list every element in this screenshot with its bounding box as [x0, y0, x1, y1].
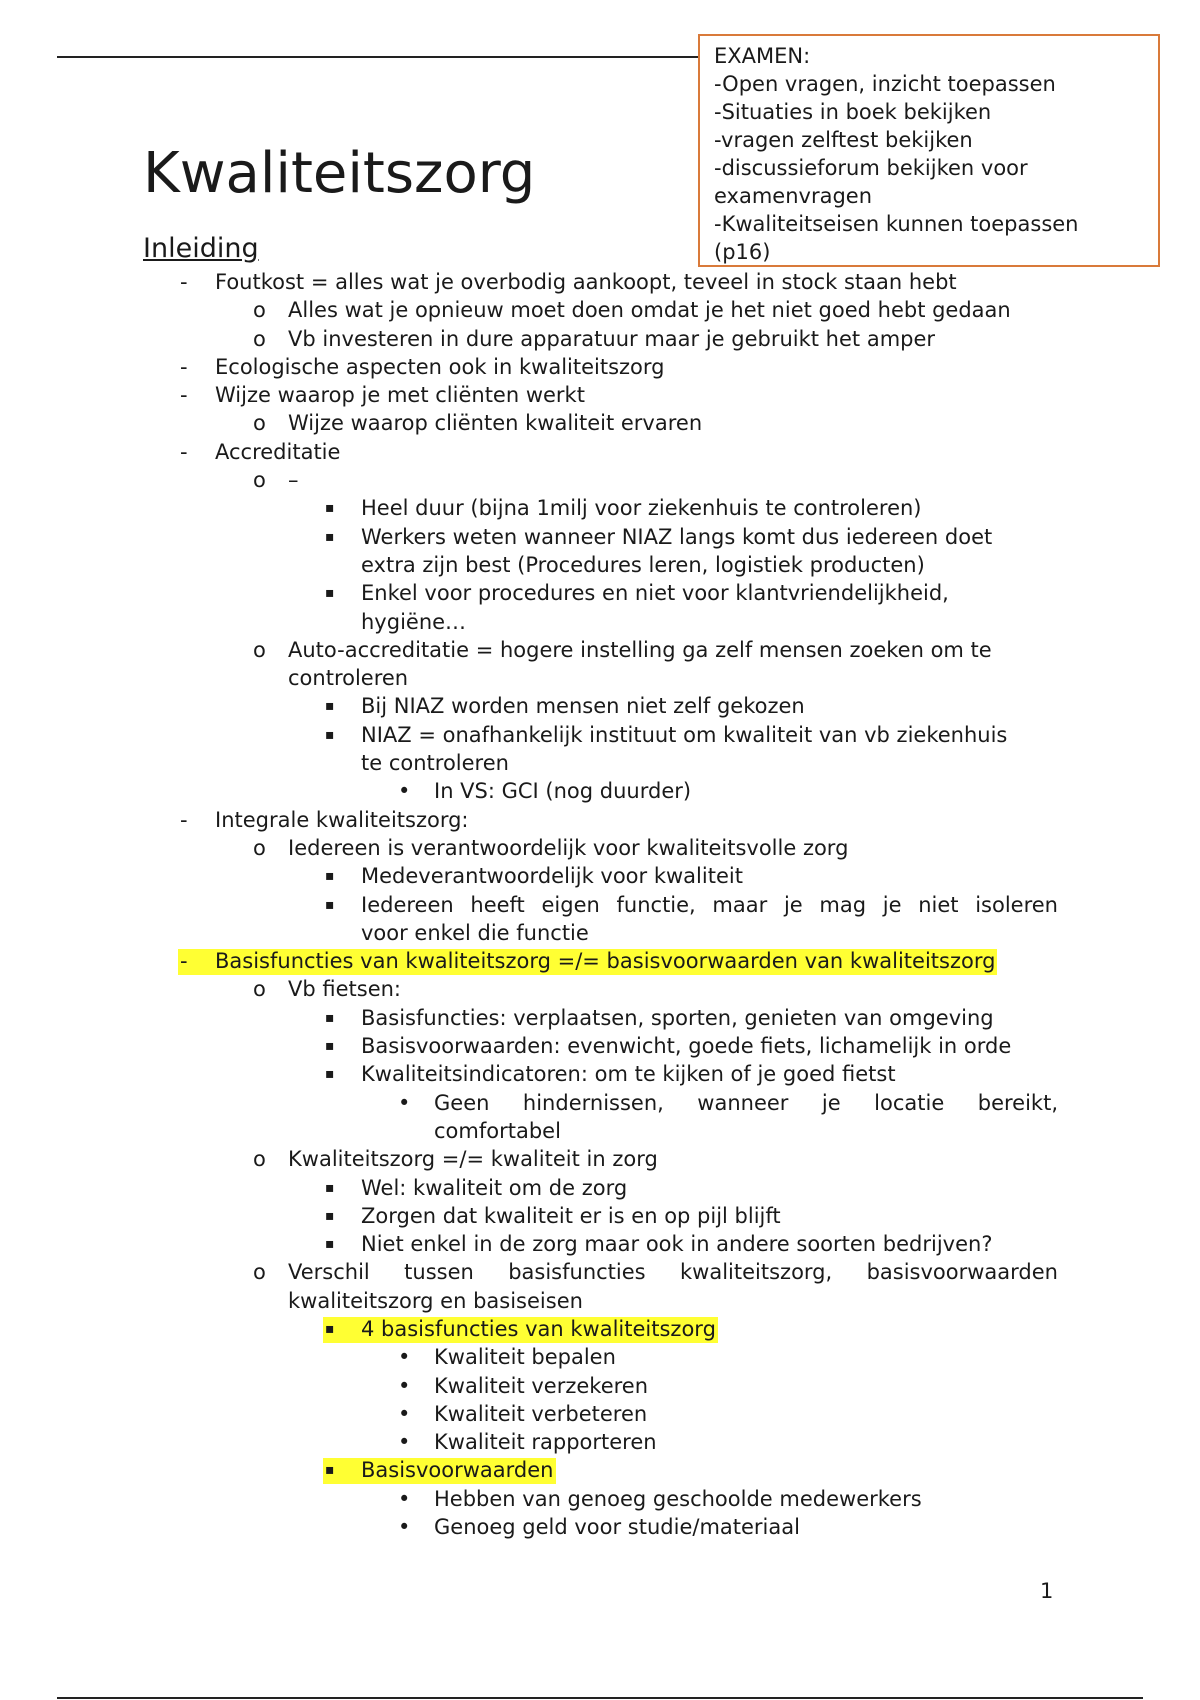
outline-text: Wijze waarop cliënten kwaliteit ervaren	[288, 411, 703, 436]
outline-text: comfortabel	[434, 1118, 561, 1143]
outline-text: Wel: kwaliteit om de zorg	[361, 1175, 628, 1200]
outline-line	[0, 862, 1200, 890]
outline-line	[0, 523, 1200, 551]
bullet-marker: -	[180, 807, 188, 832]
bullet-marker: o	[253, 326, 266, 351]
outline-text: Enkel voor procedures en niet voor klantvriendelijkheid,	[361, 581, 949, 606]
bullet-marker: o	[253, 411, 266, 436]
outline-text: te controleren	[361, 751, 509, 776]
outline-line	[0, 1456, 1200, 1484]
outline-text: Verschil tussen basisfuncties kwaliteitszorg, basisvoorwaarden	[288, 1260, 1058, 1285]
outline-line	[0, 579, 1200, 607]
outline-line	[0, 325, 1200, 353]
bullet-marker: ▪	[325, 528, 335, 545]
outline-text: NIAZ = onafhankelijk instituut om kwaliteit van vb ziekenhuis	[361, 722, 1008, 747]
outline-text: Wijze waarop je met cliënten werkt	[215, 383, 585, 408]
footer-rule	[57, 1697, 1143, 1699]
outline-text: Basisvoorwaarden	[361, 1458, 554, 1483]
bullet-marker: o	[253, 1260, 266, 1285]
outline-line	[0, 1174, 1200, 1202]
outline-line	[0, 1230, 1200, 1258]
outline-line	[0, 1089, 1200, 1117]
outline-text: Genoeg geld voor studie/materiaal	[434, 1515, 800, 1540]
outline-text: Kwaliteit verzekeren	[434, 1373, 649, 1398]
outline-text: Zorgen dat kwaliteit er is en op pijl blijft	[361, 1203, 781, 1228]
bullet-marker: •	[398, 1515, 411, 1540]
outline-text: Kwaliteit verbeteren	[434, 1401, 648, 1426]
header-rule	[57, 56, 700, 58]
bullet-marker: ▪	[325, 1066, 335, 1083]
outline-text: extra zijn best (Procedures leren, logistiek producten)	[361, 552, 925, 577]
outline-line	[0, 494, 1200, 522]
outline-line	[0, 1060, 1200, 1088]
outline-text: –	[288, 468, 299, 493]
bullet-marker: -	[180, 383, 188, 408]
bullet-marker: o	[253, 1147, 266, 1172]
outline-line	[0, 806, 1200, 834]
outline-line	[0, 919, 1200, 947]
outline-text: Foutkost = alles wat je overbodig aankoopt, teveel in stock staan hebt	[215, 270, 957, 294]
outline-line	[0, 891, 1200, 919]
outline-text: Iedereen is verantwoordelijk voor kwaliteitsvolle zorg	[288, 835, 849, 860]
outline-text: Werkers weten wanneer NIAZ langs komt dus iedereen doet	[361, 524, 993, 549]
outline-line	[0, 721, 1200, 749]
outline-line	[0, 1117, 1200, 1145]
outline-text: Vb fietsen:	[288, 977, 401, 1002]
outline-line	[0, 1032, 1200, 1060]
bullet-marker: ▪	[325, 868, 335, 885]
bullet-marker: •	[398, 1401, 411, 1426]
outline-line	[0, 664, 1200, 692]
bullet-marker: ▪	[325, 1179, 335, 1196]
bullet-marker: ▪	[325, 1038, 335, 1055]
outline-text: Ecologische aspecten ook in kwaliteitszorg	[215, 354, 665, 379]
bullet-marker: o	[253, 977, 266, 1002]
outline-line	[0, 1004, 1200, 1032]
bullet-marker: •	[398, 1430, 411, 1455]
document-title: Kwaliteitszorg	[143, 141, 536, 206]
exam-note-line: -discussieforum bekijken voor	[714, 156, 1028, 180]
exam-note-line: -Situaties in boek bekijken	[714, 100, 992, 124]
outline-text: Hebben van genoeg geschoolde medewerkers	[434, 1486, 922, 1511]
bullet-marker: ▪	[325, 698, 335, 715]
outline-list	[0, 268, 1200, 1541]
exam-notes-box	[698, 34, 1160, 267]
outline-text: 4 basisfuncties van kwaliteitszorg	[361, 1316, 716, 1341]
outline-line	[0, 692, 1200, 720]
outline-text: hygiëne…	[361, 609, 467, 634]
outline-line	[0, 296, 1200, 324]
bullet-marker: ▪	[325, 726, 335, 743]
outline-line	[0, 353, 1200, 381]
outline-text: Basisvoorwaarden: evenwicht, goede fiets, lichamelijk in orde	[361, 1034, 1012, 1059]
outline-line	[0, 1202, 1200, 1230]
bullet-marker: ▪	[325, 1207, 335, 1224]
bullet-marker: -	[180, 949, 188, 974]
outline-text: Heel duur (bijna 1milj voor ziekenhuis te controleren)	[361, 496, 922, 521]
outline-line	[0, 409, 1200, 437]
bullet-marker: •	[398, 1090, 411, 1115]
outline-text: Auto-accreditatie = hogere instelling ga zelf mensen zoeken om te	[288, 637, 992, 662]
outline-text: Vb investeren in dure apparatuur maar je gebruikt het amper	[288, 326, 936, 351]
outline-text: Kwaliteitsindicatoren: om te kijken of je goed fietst	[361, 1062, 896, 1087]
outline-line	[0, 1513, 1200, 1541]
outline-text: Basisfuncties: verplaatsen, sporten, genieten van omgeving	[361, 1005, 994, 1030]
bullet-marker: •	[398, 1486, 411, 1511]
bullet-marker: ▪	[325, 500, 335, 517]
outline-text: Integrale kwaliteitszorg:	[215, 807, 469, 832]
bullet-marker: ▪	[325, 1462, 335, 1479]
bullet-marker: o	[253, 298, 266, 323]
outline-line	[0, 1287, 1200, 1315]
outline-line	[0, 834, 1200, 862]
bullet-marker: o	[253, 835, 266, 860]
outline-line	[0, 1258, 1200, 1286]
outline-text: Bij NIAZ worden mensen niet zelf gekozen	[361, 694, 805, 719]
outline-line	[0, 551, 1200, 579]
exam-note-line: -Open vragen, inzicht toepassen	[714, 72, 1056, 96]
outline-text: Accreditatie	[215, 439, 341, 464]
outline-text: Niet enkel in de zorg maar ook in andere soorten bedrijven?	[361, 1232, 993, 1257]
bullet-marker: -	[180, 439, 188, 464]
outline-text: Medeverantwoordelijk voor kwaliteit	[361, 864, 743, 889]
outline-text: Kwaliteit bepalen	[434, 1345, 616, 1370]
exam-note-line: EXAMEN:	[714, 44, 811, 68]
outline-line	[0, 1372, 1200, 1400]
bullet-marker: •	[398, 1373, 411, 1398]
outline-text: kwaliteitszorg en basiseisen	[288, 1288, 583, 1313]
outline-line	[0, 1343, 1200, 1371]
outline-text: Kwaliteitszorg =/= kwaliteit in zorg	[288, 1147, 658, 1172]
outline-text: voor enkel die functie	[361, 920, 589, 945]
exam-note-line: (p16)	[714, 240, 771, 264]
bullet-marker: ▪	[325, 585, 335, 602]
page-number: 1	[1040, 1579, 1054, 1603]
outline-line	[0, 381, 1200, 409]
outline-line	[0, 1145, 1200, 1173]
exam-note-line: -Kwaliteitseisen kunnen toepassen	[714, 212, 1079, 236]
bullet-marker: ▪	[325, 1320, 335, 1337]
outline-line	[0, 466, 1200, 494]
outline-line	[0, 438, 1200, 466]
bullet-marker: o	[253, 468, 266, 493]
outline-text: Iedereen heeft eigen functie, maar je mag je niet isoleren	[361, 892, 1058, 917]
outline-text: Basisfuncties van kwaliteitszorg =/= basisvoorwaarden van kwaliteitszorg	[215, 949, 996, 974]
bullet-marker: o	[253, 637, 266, 662]
bullet-marker: ▪	[325, 1009, 335, 1026]
bullet-marker: •	[398, 779, 411, 804]
outline-line	[0, 749, 1200, 777]
exam-note-line: -vragen zelftest bekijken	[714, 128, 973, 152]
outline-line	[0, 636, 1200, 664]
outline-text: Geen hindernissen, wanneer je locatie bereikt,	[434, 1090, 1058, 1115]
outline-line	[0, 975, 1200, 1003]
section-heading: Inleiding	[143, 233, 259, 264]
outline-line	[0, 947, 1200, 975]
outline-line	[0, 1400, 1200, 1428]
bullet-marker: •	[398, 1345, 411, 1370]
outline-line	[0, 1485, 1200, 1513]
bullet-marker: ▪	[325, 896, 335, 913]
outline-line	[0, 268, 1200, 296]
bullet-marker: -	[180, 354, 188, 379]
outline-line	[0, 1315, 1200, 1343]
exam-note-line: examenvragen	[714, 184, 873, 208]
bullet-marker: -	[180, 270, 188, 294]
outline-text: Kwaliteit rapporteren	[434, 1430, 657, 1455]
outline-line	[0, 1428, 1200, 1456]
outline-line	[0, 777, 1200, 805]
outline-line	[0, 608, 1200, 636]
outline-text: controleren	[288, 666, 409, 691]
outline-text: In VS: GCI (nog duurder)	[434, 779, 692, 804]
outline-text: Alles wat je opnieuw moet doen omdat je het niet goed hebt gedaan	[288, 298, 1011, 323]
bullet-marker: ▪	[325, 1236, 335, 1253]
